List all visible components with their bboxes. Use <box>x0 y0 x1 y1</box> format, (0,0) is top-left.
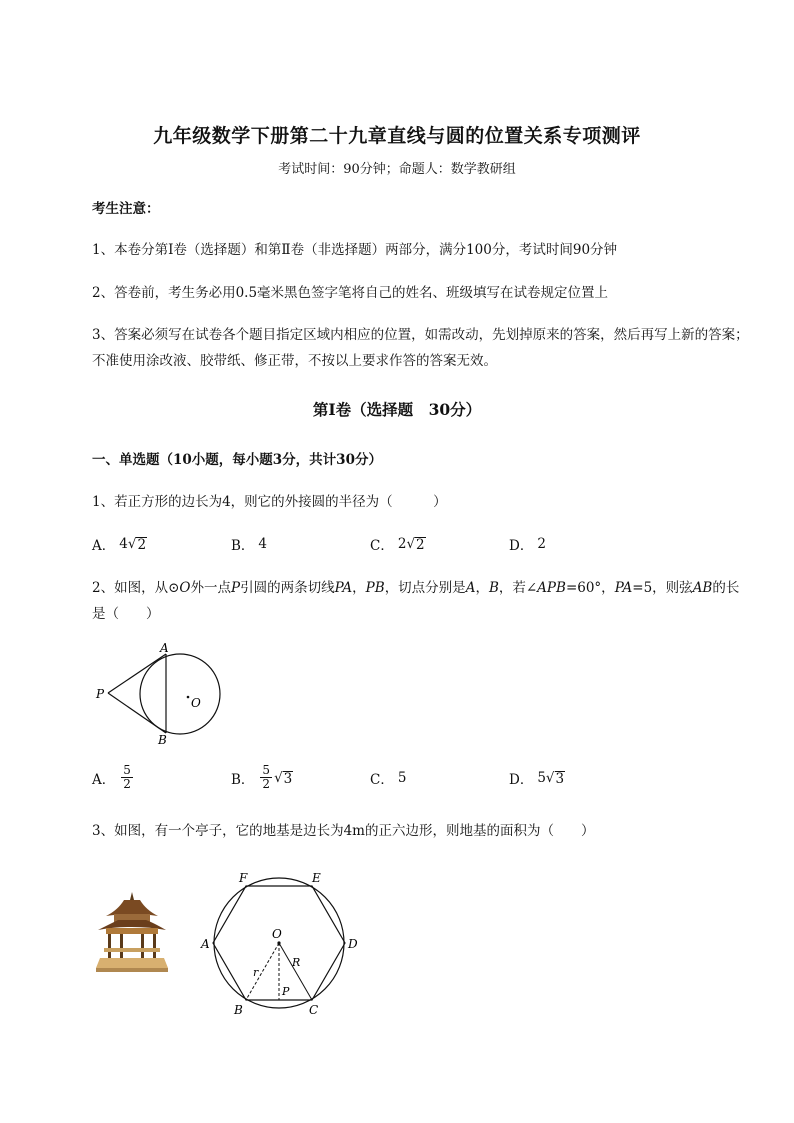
label-c: C <box>309 1003 319 1017</box>
option-d: D． 5 √ 3 <box>509 769 565 788</box>
option-b: B． 4 <box>231 536 268 554</box>
option-a: A． $\frac{5}{2}$ <box>92 763 131 791</box>
label-o: O <box>272 927 282 941</box>
label-big-r: R <box>292 956 301 969</box>
label-o: O <box>191 696 201 710</box>
question-1-options <box>92 534 648 554</box>
question-2-options <box>92 764 648 791</box>
notice-item-1: 1、本卷分第I卷（选择题）和第Ⅱ卷（非选择题）两部分，满分100分，考试时间90分钟 <box>92 242 618 258</box>
label-a: A <box>160 641 169 655</box>
option-c: C． 5 <box>370 769 407 788</box>
section-title: 第I卷（选择题 30分） <box>312 400 482 419</box>
sqrt-symbol: √ 2 <box>406 536 425 553</box>
option-c: C． 2 √ 2 <box>370 536 425 554</box>
label-b: B <box>234 1003 243 1017</box>
fraction: $\frac{5}{2}$ <box>262 763 271 791</box>
label-a: A <box>201 937 210 951</box>
label-p: P <box>96 687 105 701</box>
part-heading: 一、单选题（10小题，每小题3分，共计30分） <box>92 452 382 468</box>
option-d: D． 2 <box>509 536 546 554</box>
label-small-r: r <box>253 966 259 979</box>
question-1-stem: 1、若正方形的边长为4，则它的外接圆的半径为（ ） <box>92 494 447 510</box>
notice-item-2: 2、答卷前，考生务必用0.5毫米黑色签字笔将自己的姓名、班级填写在试卷规定位置上 <box>92 285 609 301</box>
sqrt-symbol: √ 3 <box>274 769 293 787</box>
option-b: B． $\frac{5}{2}$ √ 3 <box>231 763 293 791</box>
question-2-stem: 2、如图，从⊙O外一点P引圆的两条切线PA，PB，切点分别是A，B，若∠APB=60°，PA=5，则弦AB的长是（ ） <box>92 580 740 622</box>
label-b: B <box>158 733 167 747</box>
sqrt-symbol: √ 3 <box>545 769 565 787</box>
page-title: 九年级数学下册第二十九章直线与圆的位置关系专项测评 <box>153 125 641 147</box>
label-e: E <box>312 871 321 885</box>
option-a: A． 4 √ 2 <box>92 536 147 554</box>
fraction: $\frac{5}{2}$ <box>123 763 131 791</box>
pavilion-image <box>94 890 170 976</box>
label-d: D <box>348 937 358 951</box>
label-f: F <box>239 871 248 885</box>
notice-item-3: 3、答案必须写在试卷各个题目指定区域内相应的位置，如需改动，先划掉原来的答案，然后再写上新的答案；不准使用涂改液、胶带纸、修正带，不按以上要求作答的答案无效。 <box>92 327 749 369</box>
question-3-stem: 3、如图，有一个亭子，它的地基是边长为4m的正六边形，则地基的面积为（ ） <box>92 823 595 839</box>
sqrt-symbol: √ 2 <box>127 536 147 553</box>
question-2-figure <box>90 640 240 750</box>
notice-heading: 考生注意： <box>92 201 160 217</box>
label-p: P <box>282 985 290 998</box>
exam-info: 考试时间：90分钟；命题人：数学教研组 <box>278 162 516 177</box>
question-3-figure <box>196 868 362 1018</box>
